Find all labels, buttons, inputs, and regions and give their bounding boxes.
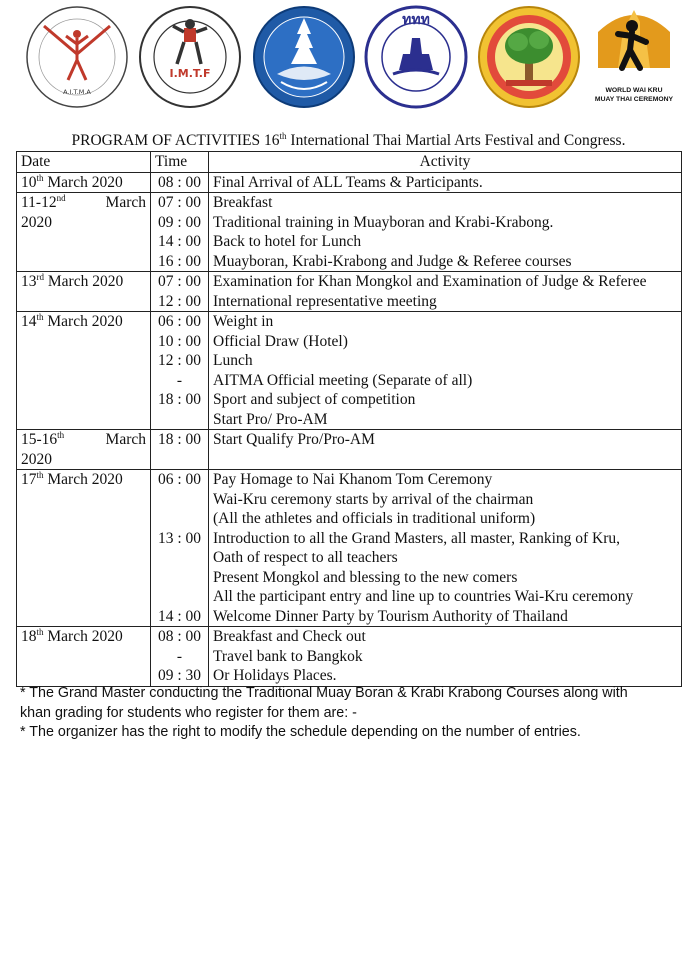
- world-wai-kru-logo: [592, 4, 676, 112]
- activity-cell: Oath of respect to all teachers: [209, 548, 682, 568]
- activity-cell: Traditional training in Muayboran and Krabi-Krabong.: [209, 213, 682, 233]
- date-cell: [17, 647, 151, 667]
- time-cell: [151, 587, 209, 607]
- activity-cell: Sport and subject of competition: [209, 390, 682, 410]
- time-cell: 06 : 00: [151, 470, 209, 490]
- table-row: [17, 312, 682, 332]
- time-cell: 12 : 00: [151, 292, 209, 312]
- date-cell: [17, 529, 151, 549]
- time-cell: 06 : 00: [151, 312, 209, 332]
- time-cell: -: [151, 371, 209, 391]
- time-cell: 09 : 00: [151, 213, 209, 233]
- time-cell: 08 : 00: [151, 172, 209, 193]
- table-row: [17, 390, 682, 410]
- time-cell: [151, 568, 209, 588]
- time-cell: [151, 548, 209, 568]
- table-row: [17, 193, 682, 213]
- date-cell: 14th March 2020: [17, 312, 151, 332]
- activity-cell: Back to hotel for Lunch: [209, 232, 682, 252]
- activity-cell: Breakfast: [209, 193, 682, 213]
- footnote-line: * The Grand Master conducting the Traditional Muay Boran & Krabi Krabong Courses along with: [20, 685, 628, 701]
- time-cell: 10 : 00: [151, 332, 209, 352]
- activity-cell: Examination for Khan Mongkol and Examination of Judge & Referee: [209, 272, 682, 292]
- tat-logo-text: ททท: [402, 12, 430, 28]
- footnotes: [20, 684, 690, 743]
- time-cell: 07 : 00: [151, 272, 209, 292]
- time-cell: 09 : 30: [151, 666, 209, 686]
- time-cell: 18 : 00: [151, 390, 209, 410]
- date-cell: [17, 666, 151, 686]
- date-cell: 17th March 2020: [17, 470, 151, 490]
- table-row: [17, 371, 682, 391]
- time-cell: 07 : 00: [151, 193, 209, 213]
- date-cell: [17, 292, 151, 312]
- date-cell: 15-16th March: [17, 430, 151, 450]
- activity-cell: [209, 450, 682, 470]
- date-cell: 10th March 2020: [17, 172, 151, 193]
- table-row: [17, 587, 682, 607]
- time-cell: 12 : 00: [151, 351, 209, 371]
- table-row: [17, 529, 682, 549]
- table-row: [17, 450, 682, 470]
- schedule-table: [16, 151, 682, 687]
- activity-cell: All the participant entry and line up to countries Wai-Kru ceremony: [209, 587, 682, 607]
- table-row: [17, 568, 682, 588]
- activity-cell: (All the athletes and officials in traditional uniform): [209, 509, 682, 529]
- table-header-row: [17, 152, 682, 173]
- aitma-logo: [24, 4, 130, 110]
- date-cell: 13rd March 2020: [17, 272, 151, 292]
- date-cell: 2020: [17, 213, 151, 233]
- footnote-line: khan grading for students who register for them are: -: [20, 704, 357, 721]
- time-cell: 14 : 00: [151, 232, 209, 252]
- activity-cell: Or Holidays Places.: [209, 666, 682, 686]
- table-row: [17, 430, 682, 450]
- date-cell: [17, 410, 151, 430]
- time-cell: 16 : 00: [151, 252, 209, 272]
- table-row: [17, 647, 682, 667]
- time-cell: [151, 509, 209, 529]
- activity-cell: Travel bank to Bangkok: [209, 647, 682, 667]
- footnote-line: * The organizer has the right to modify the schedule depending on the number of entries.: [20, 724, 581, 740]
- activity-cell: International representative meeting: [209, 292, 682, 312]
- aitma-logo-text: A.I.T.M.A: [63, 88, 91, 96]
- table-row: [17, 172, 682, 193]
- table-row: [17, 509, 682, 529]
- table-row: [17, 351, 682, 371]
- time-cell: -: [151, 647, 209, 667]
- table-row: [17, 607, 682, 627]
- title-prefix: PROGRAM OF ACTIVITIES 16: [71, 132, 280, 149]
- table-row: [17, 232, 682, 252]
- date-cell: [17, 232, 151, 252]
- time-cell: [151, 490, 209, 510]
- table-row: [17, 213, 682, 233]
- imtf-logo: [137, 4, 243, 110]
- logo-strip: [0, 0, 697, 122]
- time-cell: [151, 450, 209, 470]
- header-time: Time: [151, 152, 209, 173]
- date-cell: [17, 490, 151, 510]
- activity-cell: Breakfast and Check out: [209, 627, 682, 647]
- date-cell: [17, 390, 151, 410]
- activity-cell: Final Arrival of ALL Teams & Participants.: [209, 172, 682, 193]
- title-suffix: International Thai Martial Arts Festival and Congress.: [286, 132, 626, 149]
- date-cell: [17, 332, 151, 352]
- time-cell: 14 : 00: [151, 607, 209, 627]
- ministry-logo: [251, 4, 357, 110]
- date-cell: [17, 252, 151, 272]
- date-cell: [17, 607, 151, 627]
- table-row: [17, 292, 682, 312]
- activity-cell: Lunch: [209, 351, 682, 371]
- imtf-logo-text: I.M.T.F: [169, 67, 211, 80]
- table-row: [17, 490, 682, 510]
- wai-kru-logo-line1: WORLD WAI KRU: [605, 87, 663, 94]
- table-row: [17, 410, 682, 430]
- activity-cell: Muayboran, Krabi-Krabong and Judge & Referee courses: [209, 252, 682, 272]
- table-row: [17, 627, 682, 647]
- activity-cell: Start Qualify Pro/Pro-AM: [209, 430, 682, 450]
- table-row: [17, 548, 682, 568]
- program-title: [0, 132, 697, 150]
- activity-cell: Official Draw (Hotel): [209, 332, 682, 352]
- activity-cell: Pay Homage to Nai Khanom Tom Ceremony: [209, 470, 682, 490]
- activity-cell: Welcome Dinner Party by Tourism Authority of Thailand: [209, 607, 682, 627]
- date-cell: [17, 509, 151, 529]
- date-cell: [17, 548, 151, 568]
- time-cell: 08 : 00: [151, 627, 209, 647]
- date-cell: [17, 371, 151, 391]
- title-sup: th: [279, 130, 287, 141]
- time-cell: [151, 410, 209, 430]
- activity-cell: AITMA Official meeting (Separate of all): [209, 371, 682, 391]
- activity-cell: Introduction to all the Grand Masters, all master, Ranking of Kru,: [209, 529, 682, 549]
- date-cell: [17, 351, 151, 371]
- activity-cell: Present Mongkol and blessing to the new comers: [209, 568, 682, 588]
- table-row: [17, 666, 682, 686]
- table-row: [17, 252, 682, 272]
- table-row: [17, 470, 682, 490]
- date-cell: 18th March 2020: [17, 627, 151, 647]
- time-cell: 18 : 00: [151, 430, 209, 450]
- date-cell: [17, 568, 151, 588]
- date-cell: [17, 587, 151, 607]
- provincial-seal-logo: [476, 4, 582, 110]
- activity-cell: Weight in: [209, 312, 682, 332]
- date-cell: 11-12nd March: [17, 193, 151, 213]
- header-date: Date: [17, 152, 151, 173]
- header-activity: Activity: [209, 152, 682, 173]
- wai-kru-logo-line2: MUAY THAI CEREMONY: [594, 96, 674, 103]
- date-cell: 2020: [17, 450, 151, 470]
- activity-cell: Wai-Kru ceremony starts by arrival of the chairman: [209, 490, 682, 510]
- activity-cell: Start Pro/ Pro-AM: [209, 410, 682, 430]
- table-row: [17, 272, 682, 292]
- table-row: [17, 332, 682, 352]
- time-cell: 13 : 00: [151, 529, 209, 549]
- tat-logo: [363, 4, 469, 110]
